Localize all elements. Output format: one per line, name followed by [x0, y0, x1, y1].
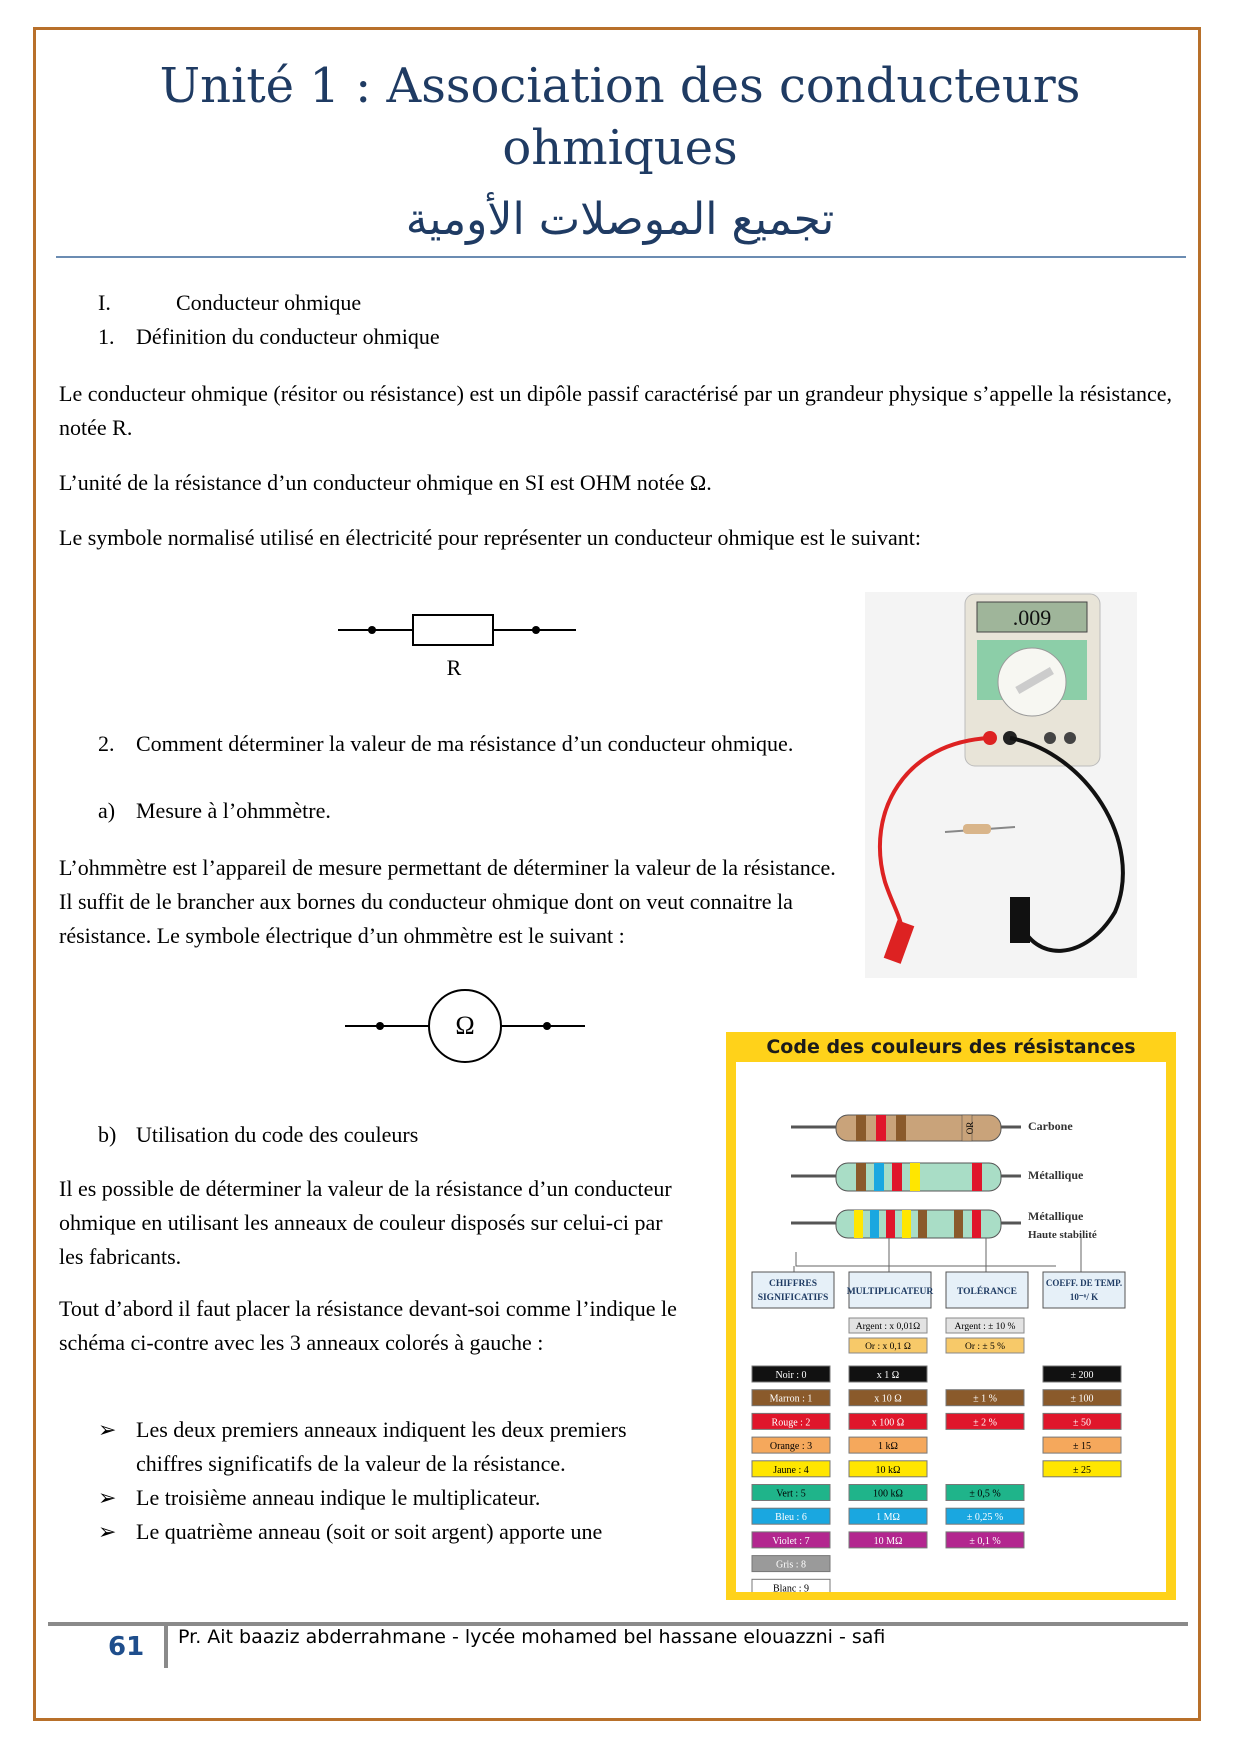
color-cell-label: ± 200 — [1070, 1370, 1094, 1381]
arabic-title: تجميع الموصلات الأومية — [405, 194, 835, 245]
color-cell-label: Bleu : 6 — [775, 1512, 807, 1524]
color-cell-label: 100 kΩ — [873, 1488, 903, 1500]
color-code-rows — [752, 1366, 1121, 1592]
color-cell-label: ± 0,5 % — [969, 1488, 1001, 1500]
definition-paragraph: Le conducteur ohmique (résitor ou résistance) est un dipôle passif caractérisé par un grandeur physique s’appelle la résistance, notée R. — [59, 381, 1173, 440]
arrow-bullet-icon: ➢ — [98, 1519, 117, 1544]
subsection-number: 1. — [98, 324, 115, 349]
color-cell-label: Vert : 5 — [776, 1488, 806, 1500]
subsection-a-number: a) — [98, 798, 116, 823]
color-cell-label: ± 1 % — [973, 1393, 997, 1405]
svg-text:10⁻⁶/ K: 10⁻⁶/ K — [1069, 1292, 1099, 1302]
color-cell-label: x 1 Ω — [876, 1370, 900, 1381]
ohmmeter-symbol — [340, 986, 600, 1066]
arrow-bullet-icon: ➢ — [98, 1417, 117, 1442]
unit-paragraph: L’unité de la résistance d’un conducteur ohmique en SI est OHM notée Ω. — [59, 470, 712, 495]
svg-text:COEFF. DE TEMP.: COEFF. DE TEMP. — [1045, 1278, 1123, 1288]
color-cell-label: ± 15 — [1073, 1441, 1091, 1453]
ohmmeter-label: Ω — [455, 1011, 475, 1040]
subsection-a-title: Mesure à l’ohmmètre. — [136, 798, 331, 823]
color-cell-label: ± 25 — [1073, 1464, 1091, 1476]
color-cell-label: ± 2 % — [973, 1417, 997, 1429]
bullet-list — [98, 1413, 698, 1549]
svg-text:Haute stabilité: Haute stabilité — [1028, 1229, 1097, 1241]
subsection-heading — [98, 320, 440, 354]
color-code-table — [736, 1062, 1166, 1592]
section-title: Conducteur ohmique — [176, 290, 362, 315]
placement-paragraph: Tout d’abord il faut placer la résistance devant-soi comme l’indique le schéma ci-contre avec les 3 anneaux colorés à gauche : — [59, 1296, 677, 1355]
multimeter-photo — [865, 592, 1137, 978]
color-cell-label: Rouge : 2 — [771, 1417, 811, 1429]
svg-text:Argent : x 0,01Ω: Argent : x 0,01Ω — [855, 1322, 921, 1332]
subsection-b-title: Utilisation du code des couleurs — [136, 1122, 419, 1147]
svg-text:Or : x 0,1 Ω: Or : x 0,1 Ω — [865, 1342, 911, 1352]
or-band-label: OR — [965, 1121, 975, 1135]
color-cell-label: ± 50 — [1073, 1417, 1091, 1429]
footer-text: Pr. Ait baaziz abderrahmane - lycée mohamed bel hassane elouazzni - safi — [178, 1626, 886, 1648]
color-cell-label: Jaune : 4 — [773, 1464, 809, 1476]
color-cell-label: ± 100 — [1070, 1393, 1094, 1405]
page-title: Unité 1 : Association des conducteurs ohmiques — [159, 58, 1081, 176]
subsection-title: Définition du conducteur ohmique — [136, 324, 440, 349]
footer-separator — [164, 1624, 168, 1668]
symbol-paragraph: Le symbole normalisé utilisé en électricité pour représenter un conducteur ohmique est le suivant: — [59, 525, 921, 550]
color-cell-label: 1 kΩ — [878, 1441, 898, 1453]
svg-text:Carbone: Carbone — [1028, 1119, 1073, 1133]
resistor-label: R — [446, 655, 462, 680]
color-cell-label: Orange : 3 — [769, 1441, 813, 1453]
list-item: ➢ Les deux premiers anneaux indiquent les deux premiers chiffres significatifs de la valeur de la résistance. — [98, 1413, 698, 1481]
subsection-b-number: b) — [98, 1122, 117, 1147]
table-headers — [752, 1272, 1125, 1308]
color-cell-label: 10 kΩ — [875, 1464, 901, 1476]
subsection-b — [98, 1118, 418, 1152]
list-item: ➢ Le troisième anneau indique le multiplicateur. — [98, 1481, 698, 1515]
svg-text:Métallique: Métallique — [1028, 1209, 1084, 1223]
color-cell-label: x 100 Ω — [871, 1417, 905, 1429]
section2-number: 2. — [98, 731, 115, 756]
color-cell-label: 1 MΩ — [876, 1512, 900, 1524]
ohmmeter-paragraph: L’ohmmètre est l’appareil de mesure permettant de déterminer la valeur de la résistance. Il suffit de le brancher aux bornes du conducteur ohmique dont on veut connaitre la résistance. Le symbole électrique d’un ohmmètre est le suivant : — [59, 855, 836, 948]
multimeter-display: .009 — [1012, 605, 1052, 630]
color-cell-label: ± 0,1 % — [969, 1535, 1001, 1547]
svg-text:TOLÉRANCE: TOLÉRANCE — [956, 1287, 1018, 1297]
section-number: I. — [98, 290, 111, 315]
color-cell-label: 10 MΩ — [873, 1535, 903, 1547]
resistor-symbol — [330, 605, 590, 685]
subsection-a — [98, 794, 331, 828]
color-cell-label: Marron : 1 — [769, 1393, 813, 1405]
arrow-bullet-icon: ➢ — [98, 1485, 117, 1510]
color-cell-label: ± 0,25 % — [966, 1512, 1004, 1524]
section-heading — [98, 286, 361, 320]
list-item: ➢ Le quatrième anneau (soit or soit argent) apporte une — [98, 1515, 698, 1549]
svg-text:CHIFFRES: CHIFFRES — [768, 1279, 818, 1289]
color-cell-label: Violet : 7 — [772, 1535, 810, 1547]
code-intro-paragraph: Il es possible de déterminer la valeur de la résistance d’un conducteur ohmique en utilisant les anneaux de couleur disposés sur celui-ci par les fabricants. — [59, 1176, 672, 1269]
title-divider — [56, 256, 1186, 258]
page-number: 61 — [108, 1632, 145, 1662]
color-cell-label: Noir : 0 — [775, 1370, 807, 1381]
color-code-title: Code des couleurs des résistances — [766, 1036, 1136, 1058]
svg-text:Métallique: Métallique — [1028, 1168, 1084, 1182]
color-cell-label: Gris : 8 — [776, 1559, 806, 1571]
svg-text:Or : ± 5 %: Or : ± 5 % — [964, 1342, 1006, 1352]
svg-text:MULTIPLICATEUR: MULTIPLICATEUR — [846, 1287, 934, 1297]
svg-text:SIGNIFICATIFS: SIGNIFICATIFS — [757, 1293, 829, 1303]
color-cell-label: Blanc : 9 — [772, 1583, 810, 1592]
color-cell-label: x 10 Ω — [874, 1393, 902, 1405]
section2-heading — [98, 727, 818, 761]
multimeter-illustration — [865, 592, 1137, 978]
color-code-chart — [726, 1032, 1176, 1600]
svg-text:Argent : ± 10 %: Argent : ± 10 % — [954, 1322, 1016, 1332]
section2-title: Comment déterminer la valeur de ma résistance d’un conducteur ohmique. — [136, 731, 794, 756]
